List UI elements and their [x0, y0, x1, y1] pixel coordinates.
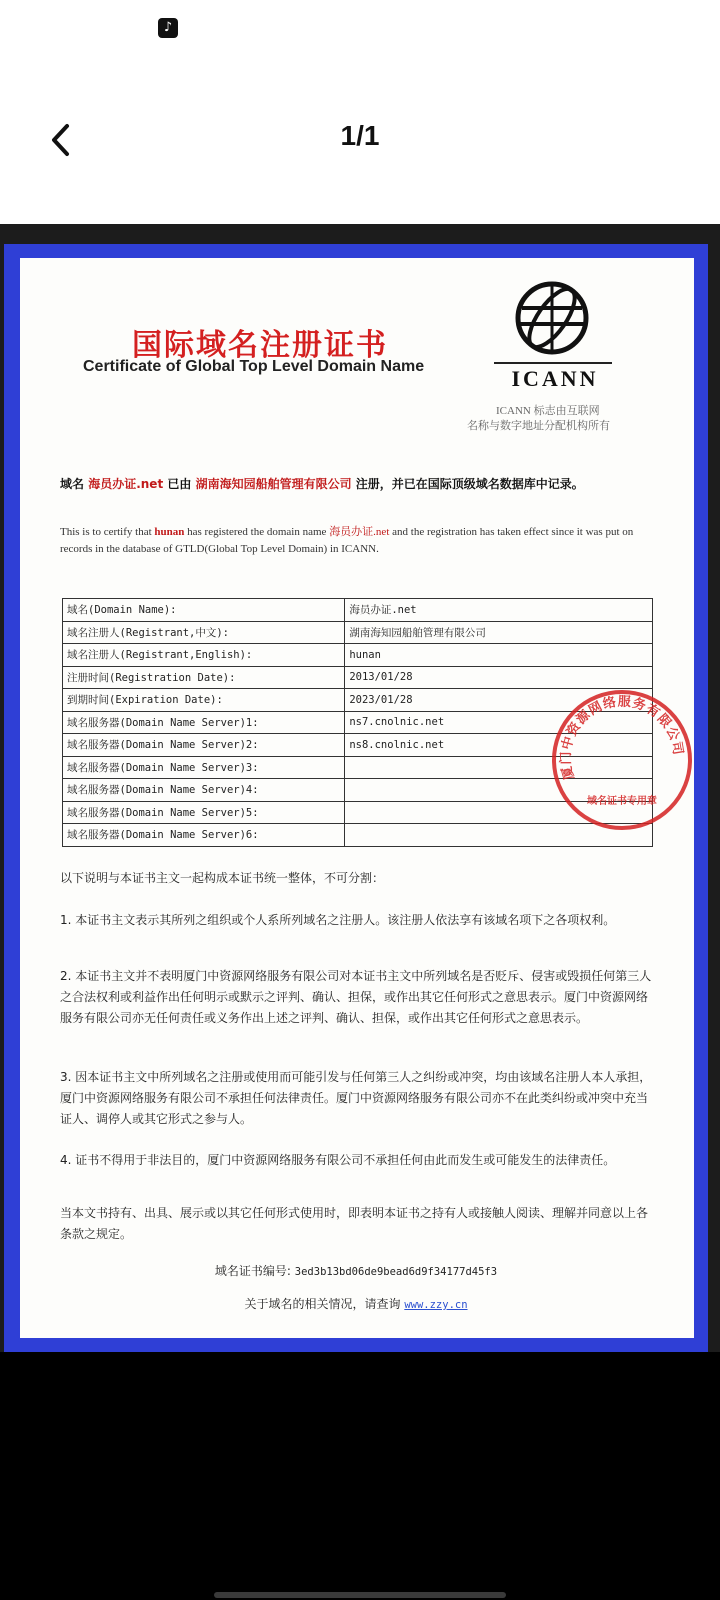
certificate-title-en: Certificate of Global Top Level Domain Name: [83, 358, 425, 375]
icann-note-line2: 名称与数字地址分配机构所有: [467, 419, 610, 432]
certificate-number-label: 域名证书编号:: [214, 1264, 291, 1278]
row-value: 湖南海知园船舶管理有限公司: [345, 621, 653, 644]
row-label: 域名服务器(Domain Name Server)3:: [63, 756, 345, 779]
query-line: [60, 1295, 652, 1312]
clause-3: 3. 因本证书主文中所列域名之注册或使用而可能引发与任何第三人之纠纷或冲突，均由该域名注册人本人承担，厦门中资源网络服务有限公司不承担任何法律责任。厦门中资源网络服务有限公司亦不在此类纠纷或冲突中充当证人、调停人或其它形式之参与人。: [60, 1070, 652, 1126]
icann-wordmark: ICANN: [511, 366, 599, 391]
seal-bottom-text: 域名证书专用章: [587, 796, 657, 807]
table-row: [63, 621, 653, 644]
certificate-title-cn: 国际域名注册证书: [132, 328, 388, 363]
home-indicator[interactable]: [214, 1592, 506, 1598]
tiktok-icon: ♪: [158, 18, 178, 38]
row-value: hunan: [345, 644, 653, 667]
seal-ring-text: 厦门中资源网络服务有限公司: [558, 694, 686, 782]
official-seal: [548, 686, 696, 834]
row-value: 2023/01/28: [345, 689, 653, 712]
table-row: [63, 599, 653, 622]
row-value: 2013/01/28: [345, 666, 653, 689]
icann-divider: [494, 362, 612, 364]
row-label: 域名服务器(Domain Name Server)4:: [63, 779, 345, 802]
row-label: 域名服务器(Domain Name Server)6:: [63, 824, 345, 847]
table-row: [63, 644, 653, 667]
row-value: ns7.cnolnic.net: [345, 711, 653, 734]
clause-4: 4. 证书不得用于非法目的，厦门中资源网络服务有限公司不承担任何由此而发生或可能发生的法律责任。: [60, 1153, 616, 1167]
clause-2: 2. 本证书主文并不表明厦门中资源网络服务有限公司对本证书主文中所列域名是否贬斥、侵害或毁损任何第三人之合法权利或利益作出任何明示或默示之评判、确认、担保，或作出其它任何形式之意思表示。厦门中资源网络服务有限公司亦无任何责任或义务作出上述之评判、确认、担保，或作出其它任何形式之意思表示。: [60, 969, 652, 1025]
clause-closing: 当本文书持有、出具、展示或以其它任何形式使用时，即表明本证书之持有人或接触人阅读、理解并同意以上各条款之规定。: [60, 1206, 649, 1241]
row-label: 到期时间(Expiration Date):: [63, 689, 345, 712]
intro-english: This is to certify that hunan has registered the domain name 海员办证.net and the registration has taken effect since it was put on records in the database of GTLD(Global Top Level Domain) in ICANN.: [60, 526, 634, 555]
back-button[interactable]: [40, 116, 80, 164]
row-value: 海员办证.net: [345, 599, 653, 622]
certificate-number: [60, 1262, 652, 1279]
row-label: 域名(Domain Name):: [63, 599, 345, 622]
bottom-area: [0, 1352, 720, 1600]
query-link[interactable]: www.zzy.cn: [404, 1299, 468, 1311]
page-counter: 1/1: [340, 120, 380, 151]
row-label: 域名服务器(Domain Name Server)5:: [63, 801, 345, 824]
icann-note-line1: ICANN 标志由互联网: [496, 405, 600, 417]
row-label: 域名注册人(Registrant,中文):: [63, 621, 345, 644]
clauses-lead: 以下说明与本证书主文一起构成本证书统一整体，不可分割：: [60, 871, 385, 885]
row-label: 域名服务器(Domain Name Server)2:: [63, 734, 345, 757]
clause-1: 1. 本证书主文表示其所列之组织或个人系所列域名之注册人。该注册人依法享有该域名项下之各项权利。: [60, 913, 616, 927]
certificate-number-value: 3ed3b13bd06de9bead6d9f34177d45f3: [294, 1266, 498, 1278]
intro-chinese: 域名 海员办证.net 已由 湖南海知园船舶管理有限公司 注册，并已在国际顶级域名数据库中记录。: [60, 477, 584, 491]
chevron-left-icon: [48, 122, 72, 158]
icann-globe-icon: [512, 278, 592, 358]
row-label: 域名注册人(Registrant,English):: [63, 644, 345, 667]
row-value: ns8.cnolnic.net: [345, 734, 653, 757]
row-label: 域名服务器(Domain Name Server)1:: [63, 711, 345, 734]
query-label: 关于域名的相关情况，请查询: [244, 1297, 401, 1311]
row-label: 注册时间(Registration Date):: [63, 666, 345, 689]
